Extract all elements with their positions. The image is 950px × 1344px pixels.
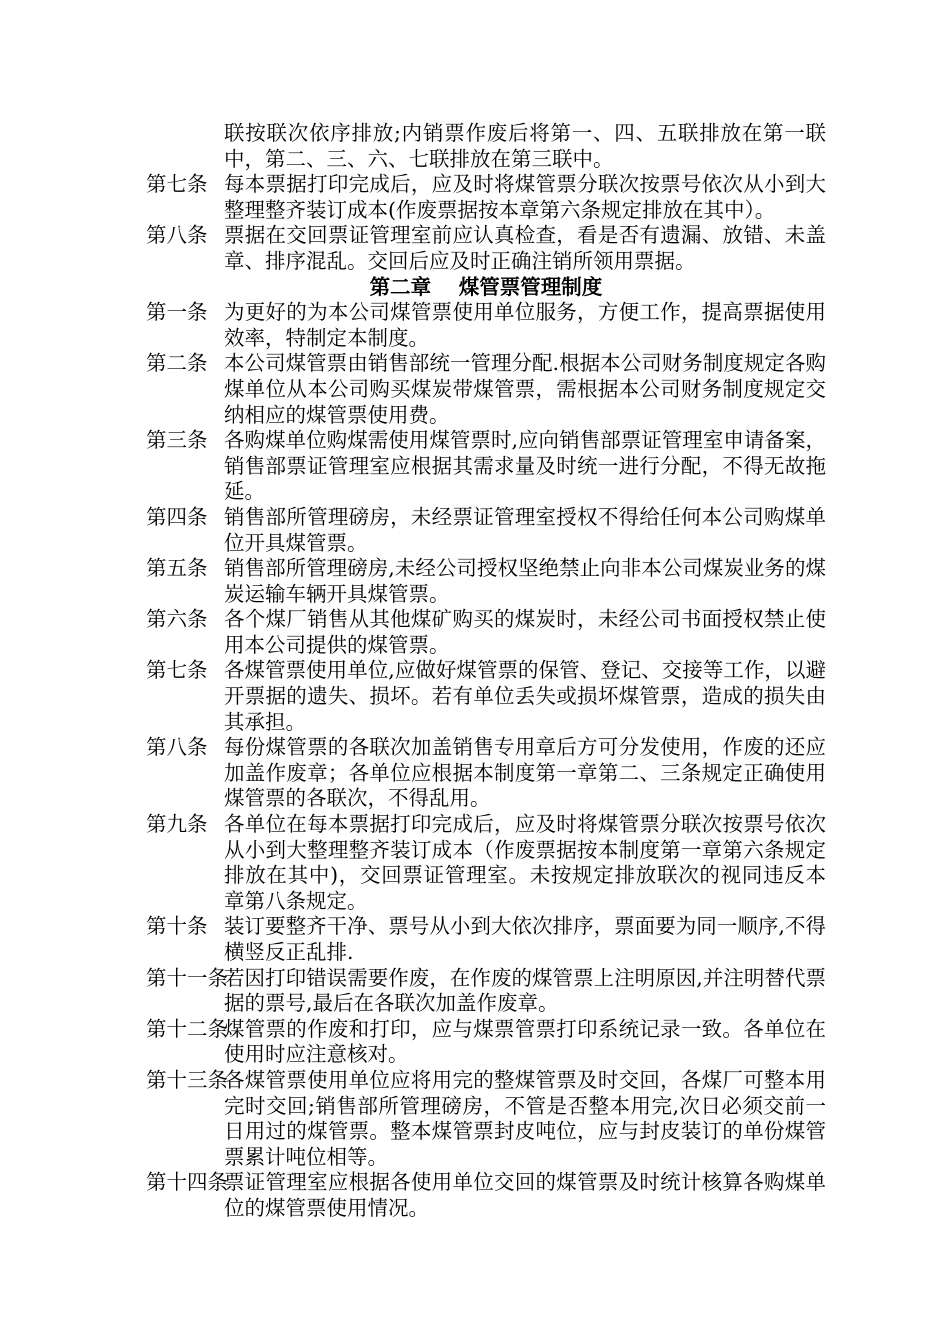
article bbox=[146, 658, 826, 735]
article bbox=[146, 556, 826, 607]
article-number: 第十一条 bbox=[146, 965, 228, 990]
article-text: 若因打印错误需要作废，在作废的煤管票上注明原因,并注明替代票据的票号,最后在各联次加盖作废章。 bbox=[224, 965, 826, 1016]
article-number: 第七条 bbox=[146, 658, 208, 683]
article bbox=[146, 735, 826, 812]
article bbox=[146, 428, 826, 505]
article bbox=[146, 966, 826, 1017]
article bbox=[146, 607, 826, 658]
article bbox=[146, 1017, 826, 1068]
article-text: 为更好的为本公司煤管票使用单位服务，方便工作，提高票据使用效率，特制定本制度。 bbox=[224, 300, 826, 350]
article-text: 本公司煤管票由销售部统一管理分配.根据本公司财务制度规定各购煤单位从本公司购买煤炭带煤管票，需根据本公司财务制度规定交纳相应的煤管票使用费。 bbox=[224, 351, 826, 427]
article-text: 票据在交回票证管理室前应认真检查，看是否有遗漏、放错、未盖章、排序混乱。交回后应及时正确注销所领用票据。 bbox=[224, 223, 826, 273]
article-number: 第三条 bbox=[146, 428, 208, 453]
article-number: 第二条 bbox=[146, 351, 208, 376]
article bbox=[146, 223, 826, 274]
article-number: 第八条 bbox=[146, 223, 208, 248]
article-text: 各单位在每本票据打印完成后，应及时将煤管票分联次按票号依次从小到大整理整齐装订成本（作废票据按本制度第一章第六条规定排放在其中)，交回票证管理室。未按规定排放联次的视同违反本章第八条规定。 bbox=[224, 812, 826, 913]
article-text: 各购煤单位购煤需使用煤管票时,应向销售部票证管理室申请备案，销售部票证管理室应根据其需求量及时统一进行分配，不得无故拖延。 bbox=[224, 428, 826, 504]
article-number: 第七条 bbox=[146, 172, 208, 197]
article bbox=[146, 351, 826, 428]
article-number: 第四条 bbox=[146, 504, 208, 529]
article bbox=[146, 812, 826, 914]
article-number: 第六条 bbox=[146, 607, 208, 632]
article-text: 票证管理室应根据各使用单位交回的煤管票及时统计核算各购煤单位的煤管票使用情况。 bbox=[224, 1170, 826, 1220]
continuation-paragraph bbox=[146, 121, 826, 172]
article-text: 各个煤厂销售从其他煤矿购买的煤炭时，未经公司书面授权禁止使用本公司提供的煤管票。 bbox=[224, 607, 826, 657]
article bbox=[146, 1170, 826, 1221]
article-number: 第十四条 bbox=[146, 1170, 228, 1195]
article-number: 第十二条 bbox=[146, 1016, 228, 1041]
article-text: 各煤管票使用单位,应做好煤管票的保管、登记、交接等工作，以避开票据的遗失、损坏。若有单位丢失或损坏煤管票，造成的损失由其承担。 bbox=[224, 658, 826, 734]
article bbox=[146, 172, 826, 223]
chapter2-articles bbox=[146, 300, 826, 1221]
article-number: 第十条 bbox=[146, 914, 208, 939]
article-text: 销售部所管理磅房，未经票证管理室授权不得给任何本公司购煤单位开具煤管票。 bbox=[224, 504, 826, 555]
article-text: 每本票据打印完成后，应及时将煤管票分联次按票号依次从小到大整理整齐装订成本(作废票据按本章第六条规定排放在其中）。 bbox=[224, 172, 826, 222]
chapter-heading bbox=[146, 275, 826, 301]
article bbox=[146, 914, 826, 965]
article-number: 第一条 bbox=[146, 300, 208, 325]
article bbox=[146, 300, 826, 351]
article-number: 第五条 bbox=[146, 556, 208, 581]
article-number: 第八条 bbox=[146, 735, 208, 760]
article-number: 第九条 bbox=[146, 812, 208, 837]
chapter1-tail-articles bbox=[146, 172, 826, 274]
paragraph-text: 联按联次依序排放;内销票作废后将第一、四、五联排放在第一联中，第二、三、六、七联排放在第三联中。 bbox=[224, 121, 826, 171]
article bbox=[146, 505, 826, 556]
article-text: 煤管票的作废和打印，应与煤票管票打印系统记录一致。各单位在使用时应注意核对。 bbox=[224, 1016, 826, 1067]
chapter-heading-text: 第二章 煤管票管理制度 bbox=[369, 274, 603, 299]
article bbox=[146, 1068, 826, 1170]
document-body bbox=[146, 121, 826, 1222]
article-text: 装订要整齐干净、票号从小到大依次排序，票面要为同一顺序,不得横竖反正乱排. bbox=[224, 914, 826, 964]
article-text: 销售部所管理磅房,未经公司授权坚绝禁止向非本公司煤炭业务的煤炭运输车辆开具煤管票。 bbox=[224, 556, 826, 606]
article-text: 各煤管票使用单位应将用完的整煤管票及时交回，各煤厂可整本用完时交回;销售部所管理磅房，不管是否整本用完,次日必须交前一日用过的煤管票。整本煤管票封皮吨位，应与封皮装订的单份煤管票累计吨位相等。 bbox=[224, 1067, 826, 1169]
article-number: 第十三条 bbox=[146, 1067, 228, 1092]
article-text: 每份煤管票的各联次加盖销售专用章后方可分发使用，作废的还应加盖作废章；各单位应根据本制度第一章第二、三条规定正确使用煤管票的各联次，不得乱用。 bbox=[224, 735, 826, 811]
